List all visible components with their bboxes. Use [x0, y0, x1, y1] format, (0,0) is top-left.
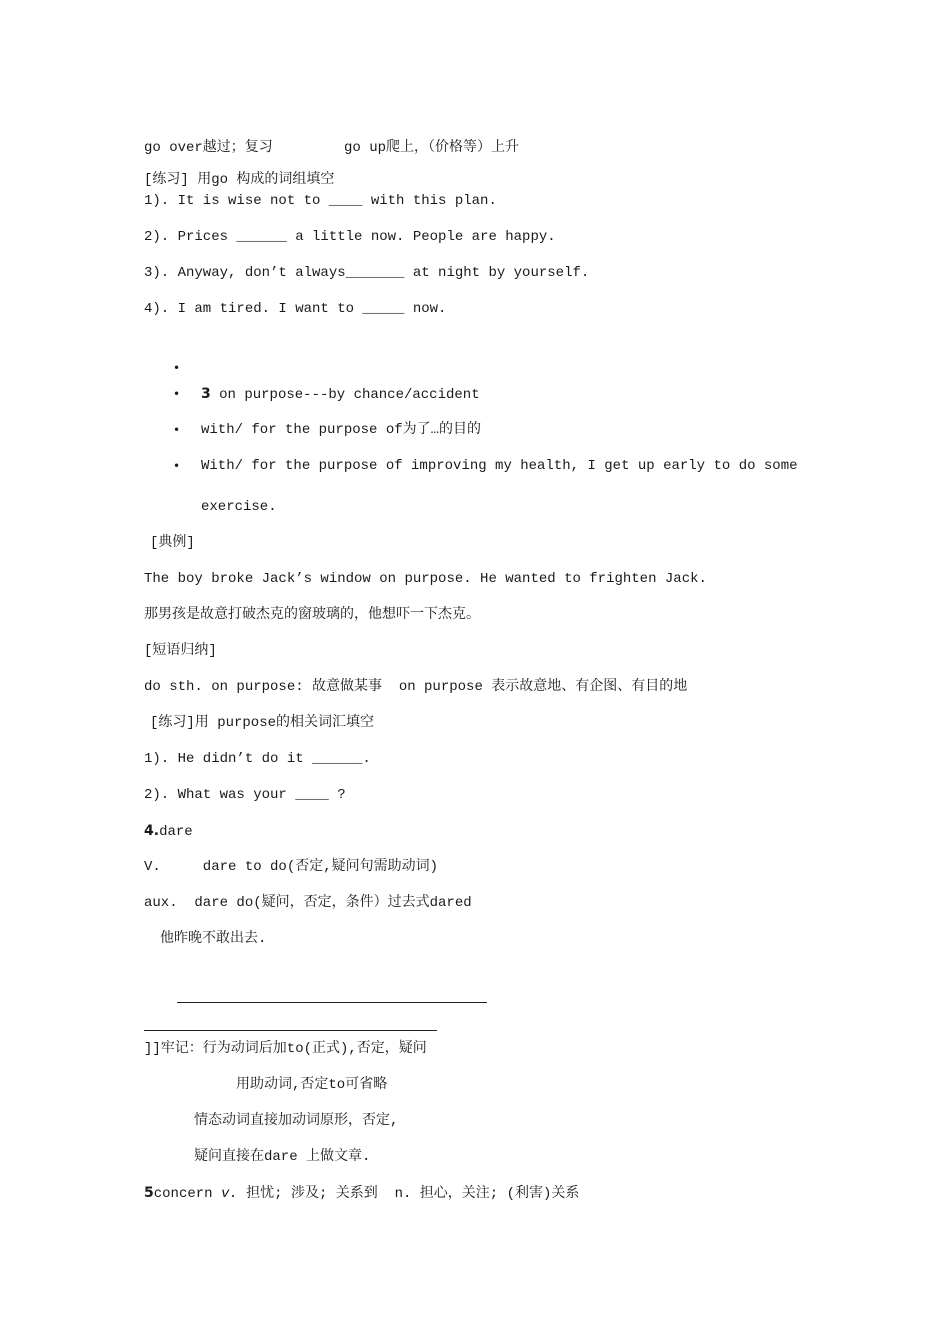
- exercise-go-2: 2). Prices ______ a little now. People are happy.: [144, 229, 556, 245]
- bullet-icon: •: [173, 361, 181, 375]
- exercise-go-4: 4). I am tired. I want to _____ now.: [144, 301, 447, 317]
- answer-line: [144, 1030, 437, 1031]
- item-number: 3: [201, 386, 211, 402]
- memo-line-3: 情态动词直接加动词原形，否定,: [194, 1113, 399, 1129]
- bullet-icon: •: [173, 423, 181, 437]
- exercise-heading-go: [练习] 用go 构成的词组填空: [144, 172, 335, 188]
- exercise-purpose-1: 1). He didn’t do it ______.: [144, 751, 371, 767]
- item-text: on purpose---by chance/accident: [210, 387, 480, 403]
- bullet-item-on-purpose: [201, 384, 480, 405]
- section-dare-heading: [144, 821, 193, 842]
- memo-line-1: ]]牢记：行为动词后加to(正式),否定，疑问: [144, 1041, 427, 1057]
- bullet-icon: •: [173, 387, 181, 401]
- section-number: 5: [144, 1185, 154, 1201]
- bullet-icon: •: [173, 459, 181, 473]
- bullet-item-example: With/ for the purpose of improving my health, I get up early to do some: [201, 458, 798, 474]
- example-english: The boy broke Jack’s window on purpose. He wanted to frighten Jack.: [144, 571, 707, 587]
- bullet-item-example-cont: exercise.: [201, 499, 277, 515]
- phrase-go-up: go up爬上，（价格等）上升: [344, 140, 520, 156]
- pos-verb: v.: [220, 1186, 238, 1202]
- phrase-go-over: go over越过；复习: [144, 140, 273, 156]
- dare-verb-usage: V. dare to do(否定,疑问句需助动词): [144, 859, 439, 875]
- example-chinese: 那男孩是故意打破杰克的窗玻璃的，他想吓一下杰克。: [144, 607, 480, 623]
- phrase-summary: do sth. on purpose: 故意做某事 on purpose 表示故意地、有企图、有目的地: [144, 679, 688, 695]
- concern-meanings: 担忧; 涉及; 关系到 n. 担心，关注; (利害)关系: [237, 1186, 580, 1202]
- memo-line-2: 用助动词,否定to可省略: [236, 1077, 388, 1093]
- section-title: dare: [159, 824, 193, 840]
- exercise-heading-purpose: [练习]用 purpose的相关词汇填空: [150, 715, 375, 731]
- dare-aux-usage: aux. dare do(疑问，否定，条件）过去式dared: [144, 895, 472, 911]
- memo-line-4: 疑问直接在dare 上做文章.: [194, 1149, 371, 1165]
- answer-line: [177, 1002, 487, 1003]
- section-concern: [144, 1183, 579, 1204]
- section-number: 4.: [144, 823, 160, 839]
- concern-word: concern: [153, 1186, 221, 1202]
- example-heading: [典例]: [150, 535, 195, 551]
- bullet-item-for-the-purpose: with/ for the purpose of为了…的目的: [201, 422, 482, 438]
- phrase-summary-heading: [短语归纳]: [144, 643, 217, 659]
- exercise-go-1: 1). It is wise not to ____ with this plan.: [144, 193, 497, 209]
- exercise-go-3: 3). Anyway, don’t always_______ at night by yourself.: [144, 265, 590, 281]
- exercise-purpose-2: 2). What was your ____ ?: [144, 787, 346, 803]
- dare-translation-prompt: 他昨晚不敢出去.: [160, 931, 267, 947]
